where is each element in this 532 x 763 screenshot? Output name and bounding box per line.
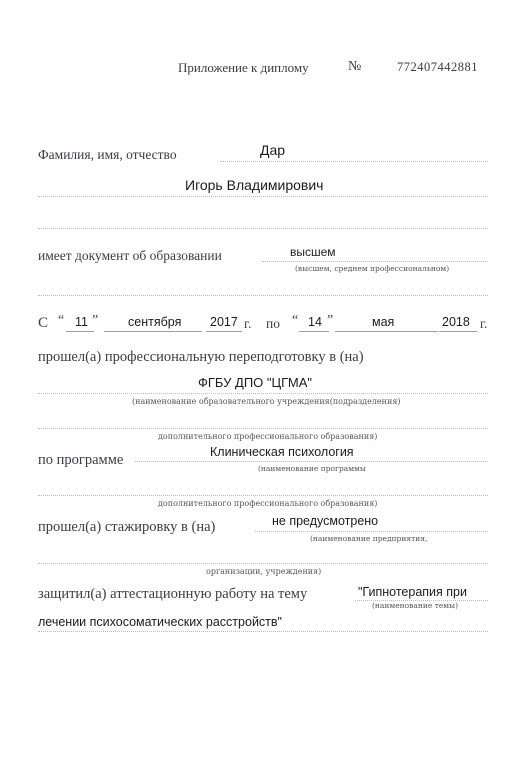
from-prefix: С	[38, 315, 49, 331]
education-line	[262, 261, 488, 262]
from-open-quote: “	[58, 313, 65, 328]
from-year-abbr: г.	[244, 316, 252, 331]
number-sign: №	[348, 59, 362, 74]
internship-org-hint: организации, учреждения)	[206, 567, 322, 576]
institution-line-2	[38, 428, 488, 429]
program-dpo-hint: дополнительного профессионального образования)	[158, 499, 378, 508]
to-day: 14	[308, 315, 322, 329]
institution-value: ФГБУ ДПО "ЦГМА"	[198, 375, 312, 390]
name-line-3	[38, 228, 488, 229]
to-close-quote: ”	[327, 313, 334, 328]
to-year-line	[439, 331, 477, 332]
name-label: Фамилия, имя, отчество	[38, 147, 177, 162]
program-hint: (наименование программы	[258, 464, 366, 473]
to-month-line	[335, 331, 438, 332]
institution-line	[38, 393, 488, 394]
thesis-line-2	[38, 631, 488, 632]
education-value: высшем	[290, 245, 336, 259]
internship-line-2	[38, 563, 488, 564]
internship-label: прошел(а) стажировку в (на)	[38, 519, 216, 535]
to-open-quote: “	[292, 313, 299, 328]
education-line-2	[38, 295, 488, 296]
program-line	[135, 461, 488, 462]
education-label: имеет документ об образовании	[38, 248, 222, 263]
from-year-line	[206, 331, 242, 332]
thesis-hint: (наименование темы)	[372, 601, 459, 610]
name-line-1	[220, 161, 488, 162]
from-day-line	[66, 331, 94, 332]
program-label: по программе	[38, 452, 124, 468]
institution-hint: (наименование образовательного учреждения(подразделения)	[132, 397, 401, 406]
appendix-label: Приложение к диплому	[178, 60, 309, 75]
surname-value: Дар	[260, 142, 286, 158]
thesis-value-line2: лечении психосоматических расстройств"	[38, 615, 282, 629]
from-month: сентября	[128, 315, 182, 329]
given-names-value: Игорь Владимирович	[185, 177, 324, 193]
from-close-quote: ”	[92, 313, 99, 328]
education-hint: (высшем, среднем профессиональном)	[295, 264, 450, 273]
internship-line	[255, 531, 488, 532]
program-value: Клиническая психология	[210, 445, 354, 459]
to-year-abbr: г.	[480, 316, 488, 331]
from-month-line	[104, 331, 202, 332]
retraining-label: прошел(а) профессиональную переподготовку в (на)	[38, 349, 364, 365]
from-day: 11	[75, 315, 88, 329]
thesis-label: защитил(а) аттестационную работу на тему	[38, 586, 308, 602]
to-word: по	[266, 316, 280, 331]
internship-hint: (наименование предприятия,	[310, 534, 428, 543]
thesis-value-line1: "Гипнотерапия при	[358, 585, 467, 599]
program-line-2	[38, 495, 488, 496]
to-month: мая	[372, 315, 395, 329]
appendix-number: 772407442881	[397, 60, 478, 74]
retraining-dpo-hint: дополнительного профессионального образования)	[158, 432, 378, 441]
to-year: 2018	[442, 315, 470, 329]
internship-value: не предусмотрено	[272, 514, 379, 528]
name-line-2	[38, 196, 488, 197]
to-day-line	[299, 331, 329, 332]
from-year: 2017	[210, 315, 238, 329]
